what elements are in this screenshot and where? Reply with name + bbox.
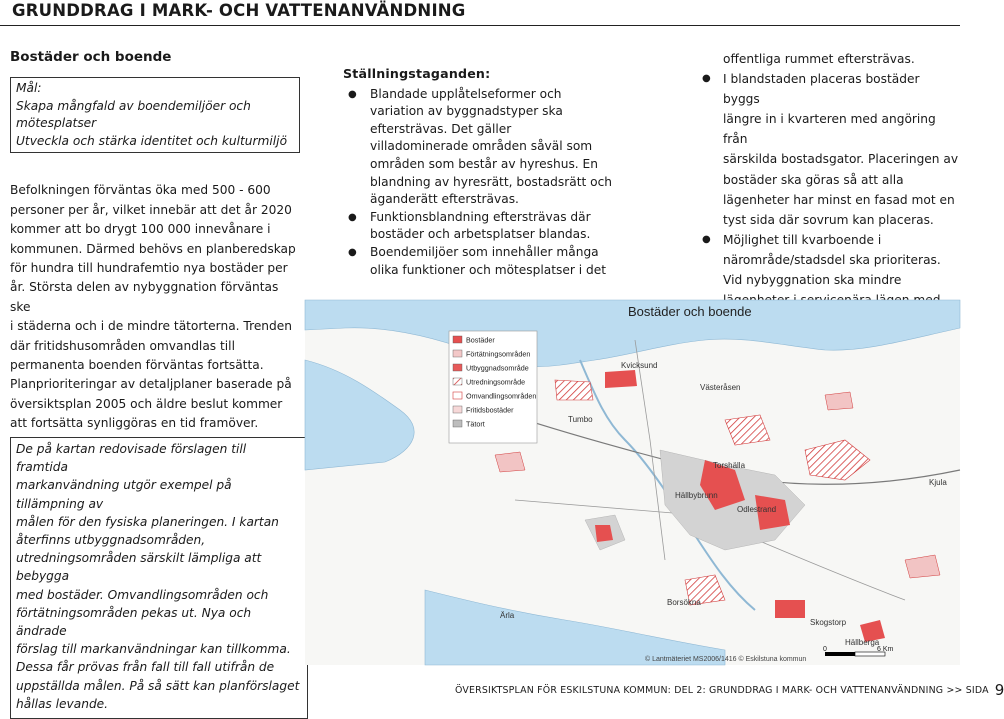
legend-label: Utredningsområde bbox=[466, 377, 526, 387]
legend-label: Tätort bbox=[466, 419, 485, 429]
bullet-icon: ● bbox=[702, 233, 711, 245]
body-line: kommer att bo drygt 100 000 innevånare i bbox=[10, 222, 271, 237]
housing-map bbox=[305, 300, 960, 665]
goal-line: Utveckla och stärka identitet och kulturmiljö bbox=[16, 133, 288, 148]
list-item: ● Funktionsblandning eftersträvas där bostäder och arbetsplatser blandas. bbox=[348, 209, 591, 242]
map-credit: © Lantmäteriet MS2006/1416 © Eskilstuna kommun bbox=[645, 656, 807, 663]
body-line: personer per år, vilket innebär att det år 2020 bbox=[10, 202, 292, 217]
note-line: De på kartan redovisade förslagen till framtida bbox=[16, 442, 247, 475]
legend-label: Omvandlingsområden bbox=[466, 391, 537, 401]
bullet-icon: ● bbox=[702, 73, 711, 85]
scale-label: 6 Km bbox=[877, 646, 894, 653]
place-label: Tumbo bbox=[568, 415, 593, 424]
legend-swatch bbox=[453, 378, 462, 385]
list-item: ● I blandstaden placeras bostäder byggs längre in i kvarteren med angöring från särskilda bostadsgator. Placeringen av bostäder ska göras så att alla lägenheter har minst en fasad mot en tyst sida där sovrum kan placeras. bbox=[700, 69, 960, 230]
note-line: Dessa får prövas från fall till fall utifrån de bbox=[16, 660, 275, 675]
list-item: ● Möjlighet till kvarboende i närområde/stadsdel ska prioriteras. Vid nybyggnation ska mindre bbox=[700, 230, 960, 330]
place-label: Kjula bbox=[929, 478, 947, 487]
place-label: Hällbybrunn bbox=[675, 491, 718, 500]
stances-heading: Ställningstaganden: bbox=[343, 66, 491, 81]
bullet-icon: ● bbox=[348, 211, 357, 223]
legend-swatch bbox=[453, 420, 462, 427]
map-land bbox=[305, 300, 960, 665]
legend-swatch bbox=[453, 392, 462, 399]
place-label: Torshälla bbox=[713, 461, 746, 470]
goal-line: mötesplatser bbox=[16, 116, 97, 131]
list-item: ● Blandade upplåtelseformer och variation av byggnadstyper ska eftersträvas. Det gäller villadominerade områden såväl som områden som består av hyreshus. En blandning av hyresrätt, bostadsrätt och äganderätt eftersträvas. bbox=[348, 86, 613, 207]
place-label: Odlestrand bbox=[737, 505, 777, 514]
body-line: där fritidshusområden omvandlas till bbox=[10, 338, 235, 353]
stances-list bbox=[343, 86, 648, 280]
body-line: kommunen. Därmed behövs en planberedskap bbox=[10, 241, 296, 256]
map-note-box bbox=[10, 437, 308, 719]
right-list bbox=[700, 69, 960, 330]
goals-box bbox=[10, 77, 300, 153]
legend-swatch bbox=[453, 336, 462, 343]
section-heading: Bostäder och boende bbox=[10, 49, 172, 65]
place-label: Västeråsen bbox=[700, 383, 741, 392]
header-rule bbox=[0, 25, 960, 26]
note-line: uppställda målen. På så sätt kan planförslaget bbox=[16, 678, 300, 693]
body-line: översiktsplan 2005 och äldre beslut kommer bbox=[10, 396, 283, 411]
page-number: 9 bbox=[994, 681, 1004, 699]
legend-swatch bbox=[453, 364, 462, 371]
map-title: Bostäder och boende bbox=[628, 304, 752, 319]
body-line: Befolkningen förväntas öka med 500 - 600 bbox=[10, 183, 271, 198]
note-line: förtätningsområden pekas ut. Nya och ändrade bbox=[16, 605, 252, 639]
legend-label: Utbyggnadsområde bbox=[466, 363, 529, 373]
body-line: år. Största delen av nybyggnation förväntas ske bbox=[10, 280, 279, 314]
note-line: målen för den fysiska planeringen. I kartan bbox=[16, 514, 279, 529]
place-label: Ärla bbox=[500, 611, 515, 620]
map-legend bbox=[449, 331, 537, 443]
page-title: GRUNDDRAG I MARK- OCH VATTENANVÄNDNING bbox=[12, 1, 466, 20]
place-label: Borsökna bbox=[667, 598, 701, 607]
right-column bbox=[700, 49, 960, 330]
note-line: med bostäder. Omvandlingsområden och bbox=[16, 587, 269, 602]
body-line: permanenta boenden förväntas fortsätta. bbox=[10, 358, 264, 373]
bullet-icon: ● bbox=[348, 246, 357, 258]
list-item: ● Boendemiljöer som innehåller många olika funktioner och mötesplatser i det bbox=[348, 244, 607, 277]
left-column bbox=[10, 48, 300, 434]
footer-text: ÖVERSIKTSPLAN FÖR ESKILSTUNA KOMMUN: DEL 2: GRUNDDRAG I MARK- OCH VATTENANVÄNDNING >> SIDA bbox=[455, 685, 989, 696]
goal-line: Skapa mångfald av boendemiljöer och bbox=[16, 98, 251, 113]
legend-swatch bbox=[453, 350, 462, 357]
note-line: utredningsområden särskilt lämpliga att bebygga bbox=[16, 551, 262, 584]
legend-label: Bostäder bbox=[466, 335, 495, 345]
note-line: markanvändning utgör exempel på tillämpning av bbox=[16, 478, 232, 511]
body-line: att fortsätta synliggöras en tid framöver. bbox=[10, 416, 259, 431]
place-label: Kvicksund bbox=[621, 361, 658, 370]
body-line: Planprioriteringar av detaljplaner baserade på bbox=[10, 377, 292, 392]
scale-label: 0 bbox=[823, 646, 827, 653]
continuation-line: offentliga rummet eftersträvas. bbox=[723, 52, 915, 66]
note-line: återfinns utbyggnadsområden, bbox=[16, 533, 206, 548]
legend-label: Fritidsbostäder bbox=[466, 405, 514, 415]
place-label: Hällberga bbox=[845, 638, 880, 647]
legend-swatch bbox=[453, 406, 462, 413]
note-line: förslag till markanvändningar kan tillkomma. bbox=[16, 642, 291, 657]
body-line: för hundra till hundrafemtio nya bostäder per bbox=[10, 261, 288, 276]
body-paragraph bbox=[10, 181, 300, 433]
legend-label: Förtätningsområden bbox=[466, 349, 531, 359]
page-footer bbox=[455, 679, 1004, 697]
page-header bbox=[0, 0, 960, 26]
body-line: i städerna och i de mindre tätorterna. Trenden bbox=[10, 319, 292, 334]
note-line: hållas levande. bbox=[16, 696, 109, 711]
goals-label: Mål: bbox=[16, 81, 42, 96]
bullet-icon: ● bbox=[348, 88, 357, 100]
stances-column bbox=[343, 65, 648, 279]
place-label: Skogstorp bbox=[810, 618, 847, 627]
